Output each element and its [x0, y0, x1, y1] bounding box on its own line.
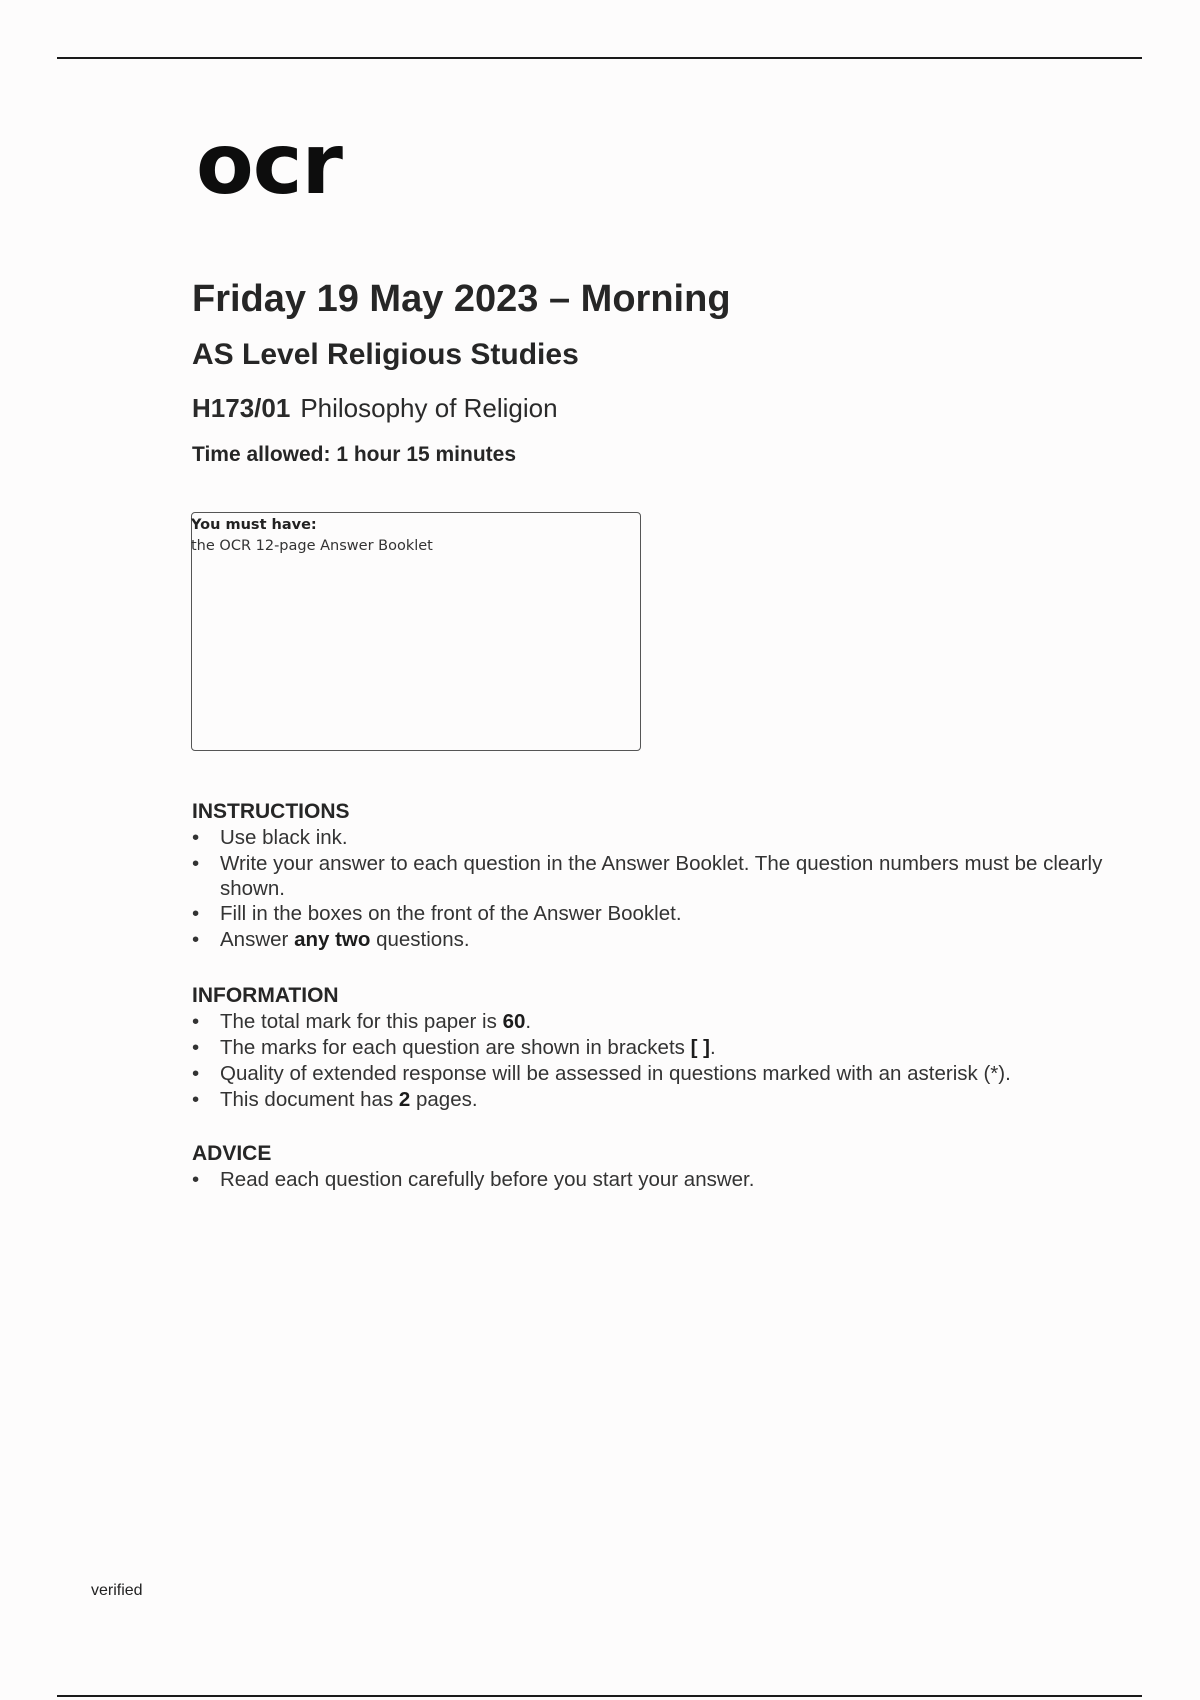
text-run: The marks for each question are shown in brackets [220, 1036, 691, 1059]
verified-label: verified [91, 1582, 143, 1599]
instructions-list [192, 825, 1142, 953]
paper-title: Philosophy of Religion [300, 393, 558, 423]
list-item [192, 1035, 1142, 1061]
list-item-text [220, 1088, 478, 1111]
top-rule [57, 57, 1142, 59]
list-item-text: Use black ink. [220, 826, 348, 849]
text-run: Answer [220, 928, 295, 951]
text-run: . [525, 1010, 532, 1033]
list-item [192, 1167, 1142, 1193]
advice-section [192, 1141, 1142, 1193]
text-run: This document has [220, 1088, 399, 1111]
advice-heading: ADVICE [192, 1142, 272, 1165]
exam-level: AS Level Religious Studies [192, 338, 579, 371]
list-item [192, 927, 1142, 953]
bullet-icon: • [192, 826, 200, 849]
must-have-title: You must have: [191, 517, 317, 533]
bullet-icon: • [192, 1088, 200, 1111]
list-item [192, 1087, 1142, 1113]
text-run: pages. [410, 1088, 478, 1111]
advice-list [192, 1167, 1142, 1193]
text-run: . [709, 1036, 716, 1059]
bullet-icon: • [192, 1062, 200, 1085]
bold-text: 60 [502, 1010, 526, 1033]
list-item-text: Write your answer to each question in the Answer Booklet. The question numbers must be clearly shown. [220, 852, 1103, 900]
list-item-text [220, 928, 470, 951]
bullet-icon: • [192, 1010, 200, 1033]
list-item [192, 901, 1142, 927]
list-item [192, 1061, 1142, 1087]
bullet-icon: • [192, 1036, 200, 1059]
exam-date: Friday 19 May 2023 – Morning [192, 278, 731, 320]
list-item [192, 825, 1142, 851]
list-item-text [220, 1010, 531, 1033]
information-list [192, 1009, 1142, 1113]
instructions-heading: INSTRUCTIONS [192, 800, 350, 823]
list-item [192, 851, 1142, 901]
bullet-icon: • [192, 1168, 200, 1191]
text-run: questions. [370, 928, 470, 951]
list-item-text: Quality of extended response will be assessed in questions marked with an asterisk (*). [220, 1062, 1011, 1085]
information-section [192, 983, 1142, 1113]
bottom-rule [57, 1695, 1142, 1697]
list-item-text: Read each question carefully before you start your answer. [220, 1168, 755, 1191]
bullet-icon: • [192, 902, 200, 925]
paper-code: H173/01 [192, 393, 291, 423]
instructions-section [192, 799, 1142, 953]
information-heading: INFORMATION [192, 984, 339, 1007]
must-have-item: the OCR 12-page Answer Booklet [191, 538, 433, 554]
must-have-box [191, 512, 641, 751]
paper-code-line [192, 393, 558, 424]
bold-text: 2 [398, 1088, 411, 1111]
text-run: The total mark for this paper is [220, 1010, 503, 1033]
list-item-text: Fill in the boxes on the front of the Answer Booklet. [220, 902, 682, 925]
bold-text: any two [294, 928, 371, 951]
list-item [192, 1009, 1142, 1035]
bullet-icon: • [192, 928, 200, 951]
bullet-icon: • [192, 852, 200, 875]
time-allowed: Time allowed: 1 hour 15 minutes [192, 443, 517, 466]
list-item-text [220, 1036, 716, 1059]
ocr-logo: ocr [196, 115, 342, 213]
bold-text: [ ] [690, 1036, 710, 1059]
